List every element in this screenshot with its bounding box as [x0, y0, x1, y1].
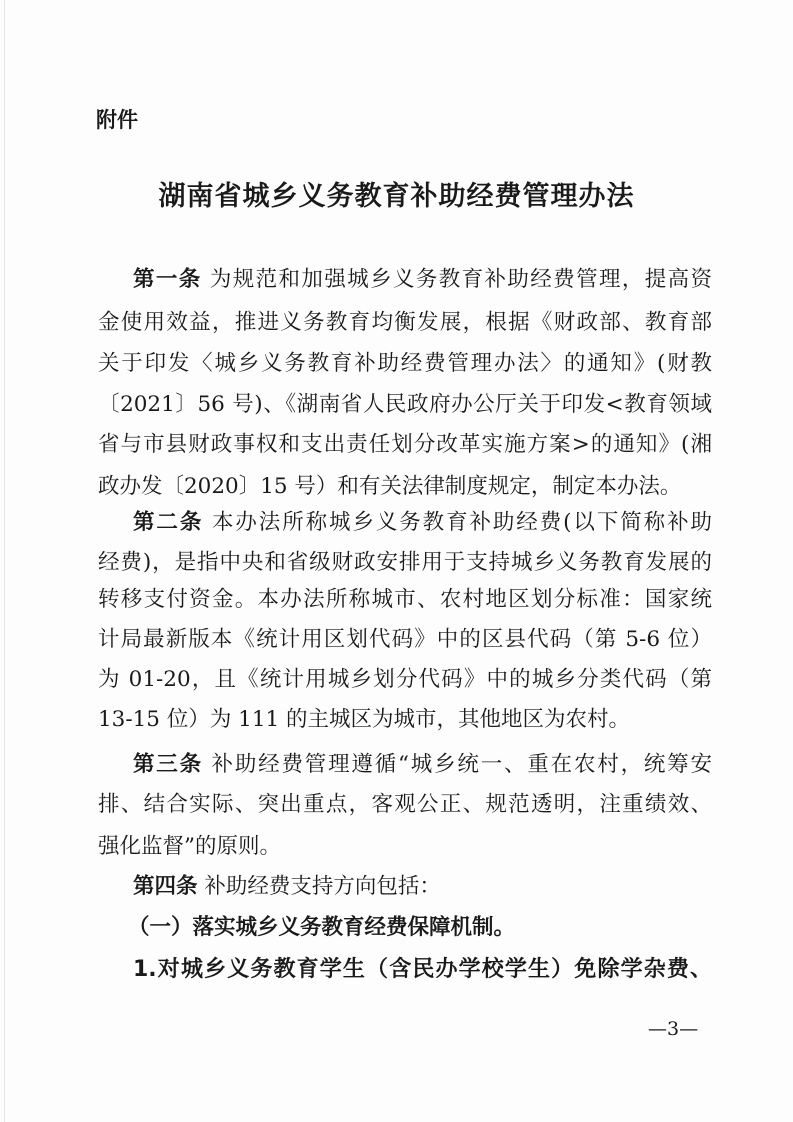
article-2-line: 13-15 位）为 111 的主城区为城市，其他地区为农村。 — [98, 707, 631, 732]
article-3-heading: 第三条 — [133, 752, 203, 777]
line-text: 本办法所称城乡义务教育补助经费(以下简称补助 — [203, 510, 712, 535]
article-4-heading: 第四条 — [133, 874, 198, 899]
article-1-line — [133, 266, 712, 294]
article-4-line — [133, 873, 712, 901]
article-1-line: 金使用效益，推进义务教育均衡发展，根据《财政部、教育部 — [98, 310, 712, 335]
article-1-line: 政办发〔2020〕15 号）和有关法律制度规定，制定本办法。 — [98, 474, 682, 499]
article-3-line: 强化监督”的原则。 — [98, 834, 281, 859]
line-text: 补助经费管理遵循“城乡统一、重在农村，统筹安 — [202, 752, 712, 777]
article-2-line — [133, 509, 712, 537]
document-title: 湖南省城乡义务教育补助经费管理办法 — [158, 181, 635, 212]
line-text: 补助经费支持方向包括： — [197, 874, 441, 899]
article-3-line: 排、结合实际、突出重点，客观公正、规范透明，注重绩效、 — [98, 792, 712, 817]
scan-edge — [4, 0, 5, 1122]
article-2-line: 计局最新版本《统计用区划代码》中的区县代码（第 5-6 位） — [98, 627, 712, 652]
article-1-line: 〔2021〕56 号)、《湖南省人民政府办公厅关于印发<教育领域 — [98, 392, 712, 417]
article-2-line: 为 01-20，且《统计用城乡划分代码》中的城乡分类代码（第 — [98, 667, 712, 692]
item-1: 1.对城乡义务教育学生（含民办学校学生）免除学杂费、 — [133, 957, 712, 982]
article-1-line: 关于印发〈城乡义务教育补助经费管理办法〉的通知》(财教 — [98, 351, 712, 376]
section-heading: （一）落实城乡义务教育经费保障机制。 — [128, 915, 516, 940]
attachment-label: 附件 — [96, 108, 138, 132]
article-1-line: 省与市县财政事权和支出责任划分改革实施方案>的通知》(湘 — [98, 432, 712, 457]
article-2-heading: 第二条 — [133, 510, 204, 535]
line-text: 为规范和加强城乡义务教育补助经费管理，提高资 — [201, 267, 712, 292]
article-1-heading: 第一条 — [133, 267, 202, 292]
article-2-line: 转移支付资金。本办法所称城市、农村地区划分标准：国家统 — [98, 587, 712, 612]
page-number: —3— — [648, 1018, 699, 1040]
article-2-line: 经费)，是指中央和省级财政安排用于支持城乡义务教育发展的 — [98, 550, 712, 575]
article-3-line — [133, 751, 712, 779]
